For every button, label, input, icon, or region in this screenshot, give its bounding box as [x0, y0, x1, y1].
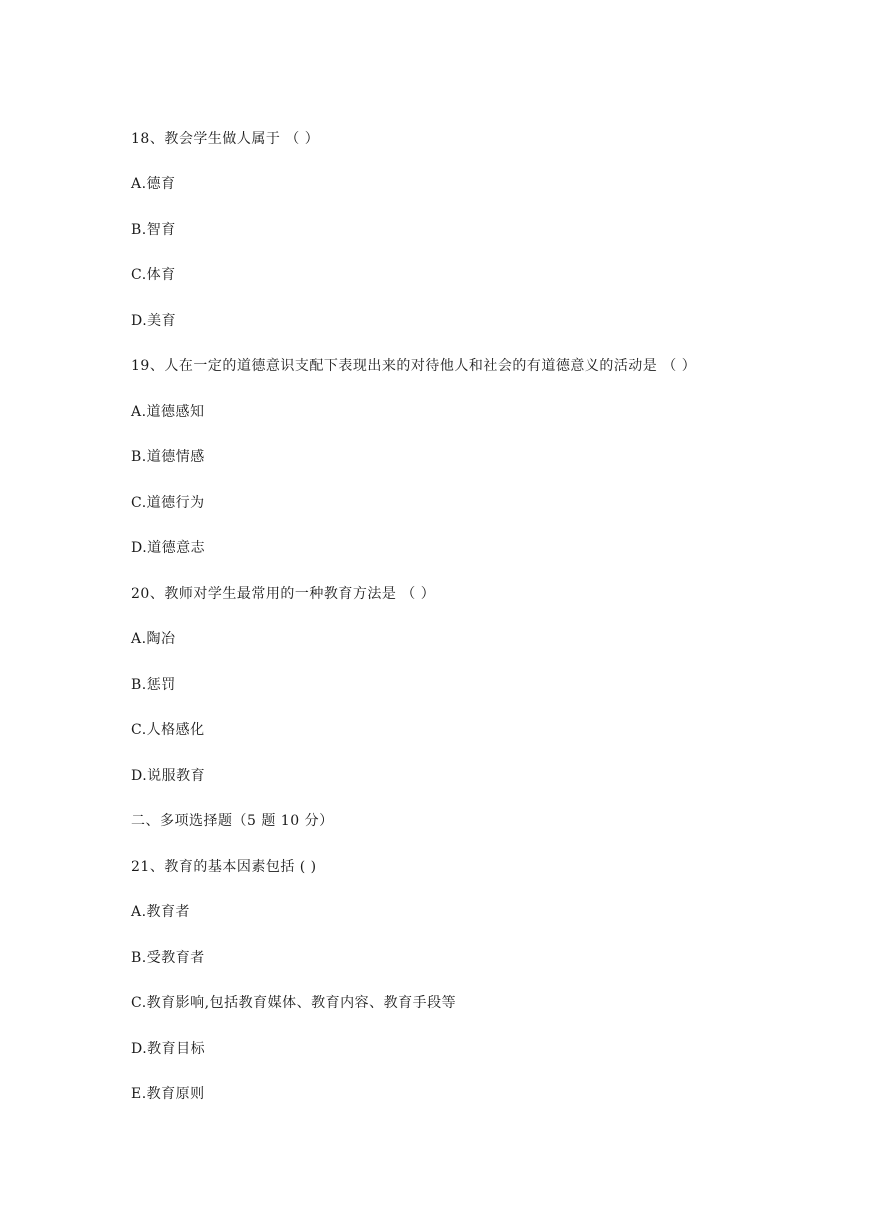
question-19-option-b: B.道德情感: [131, 449, 205, 465]
question-21-option-c: C.教育影响,包括教育媒体、教育内容、教育手段等: [131, 995, 457, 1011]
question-19: 19、人在一定的道德意识支配下表现出来的对待他人和社会的有道德意义的活动是 （ ）: [131, 358, 697, 374]
question-21: 21、教育的基本因素包括 ( ): [131, 859, 317, 875]
question-19-option-a: A.道德感知: [131, 404, 205, 420]
question-19-option-d: D.道德意志: [131, 540, 206, 556]
question-20-option-d: D.说服教育: [131, 768, 206, 784]
question-18-option-d: D.美育: [131, 313, 177, 329]
question-20-option-c: C.人格感化: [131, 722, 205, 738]
section-heading-multiple-choice: 二、多项选择题（5 题 10 分）: [131, 813, 334, 829]
question-18: 18、教会学生做人属于 （ ）: [131, 131, 320, 147]
question-21-option-e: E.教育原则: [131, 1086, 205, 1102]
question-20-option-a: A.陶冶: [131, 631, 176, 647]
question-18-option-b: B.智育: [131, 222, 176, 238]
question-21-option-b: B.受教育者: [131, 950, 205, 966]
question-21-option-d: D.教育目标: [131, 1041, 206, 1057]
question-18-option-c: C.体育: [131, 267, 176, 283]
question-19-option-c: C.道德行为: [131, 495, 205, 511]
question-20: 20、教师对学生最常用的一种教育方法是 （ ）: [131, 586, 436, 602]
question-18-option-a: A.德育: [131, 176, 176, 192]
question-21-option-a: A.教育者: [131, 904, 191, 920]
question-20-option-b: B.惩罚: [131, 677, 176, 693]
